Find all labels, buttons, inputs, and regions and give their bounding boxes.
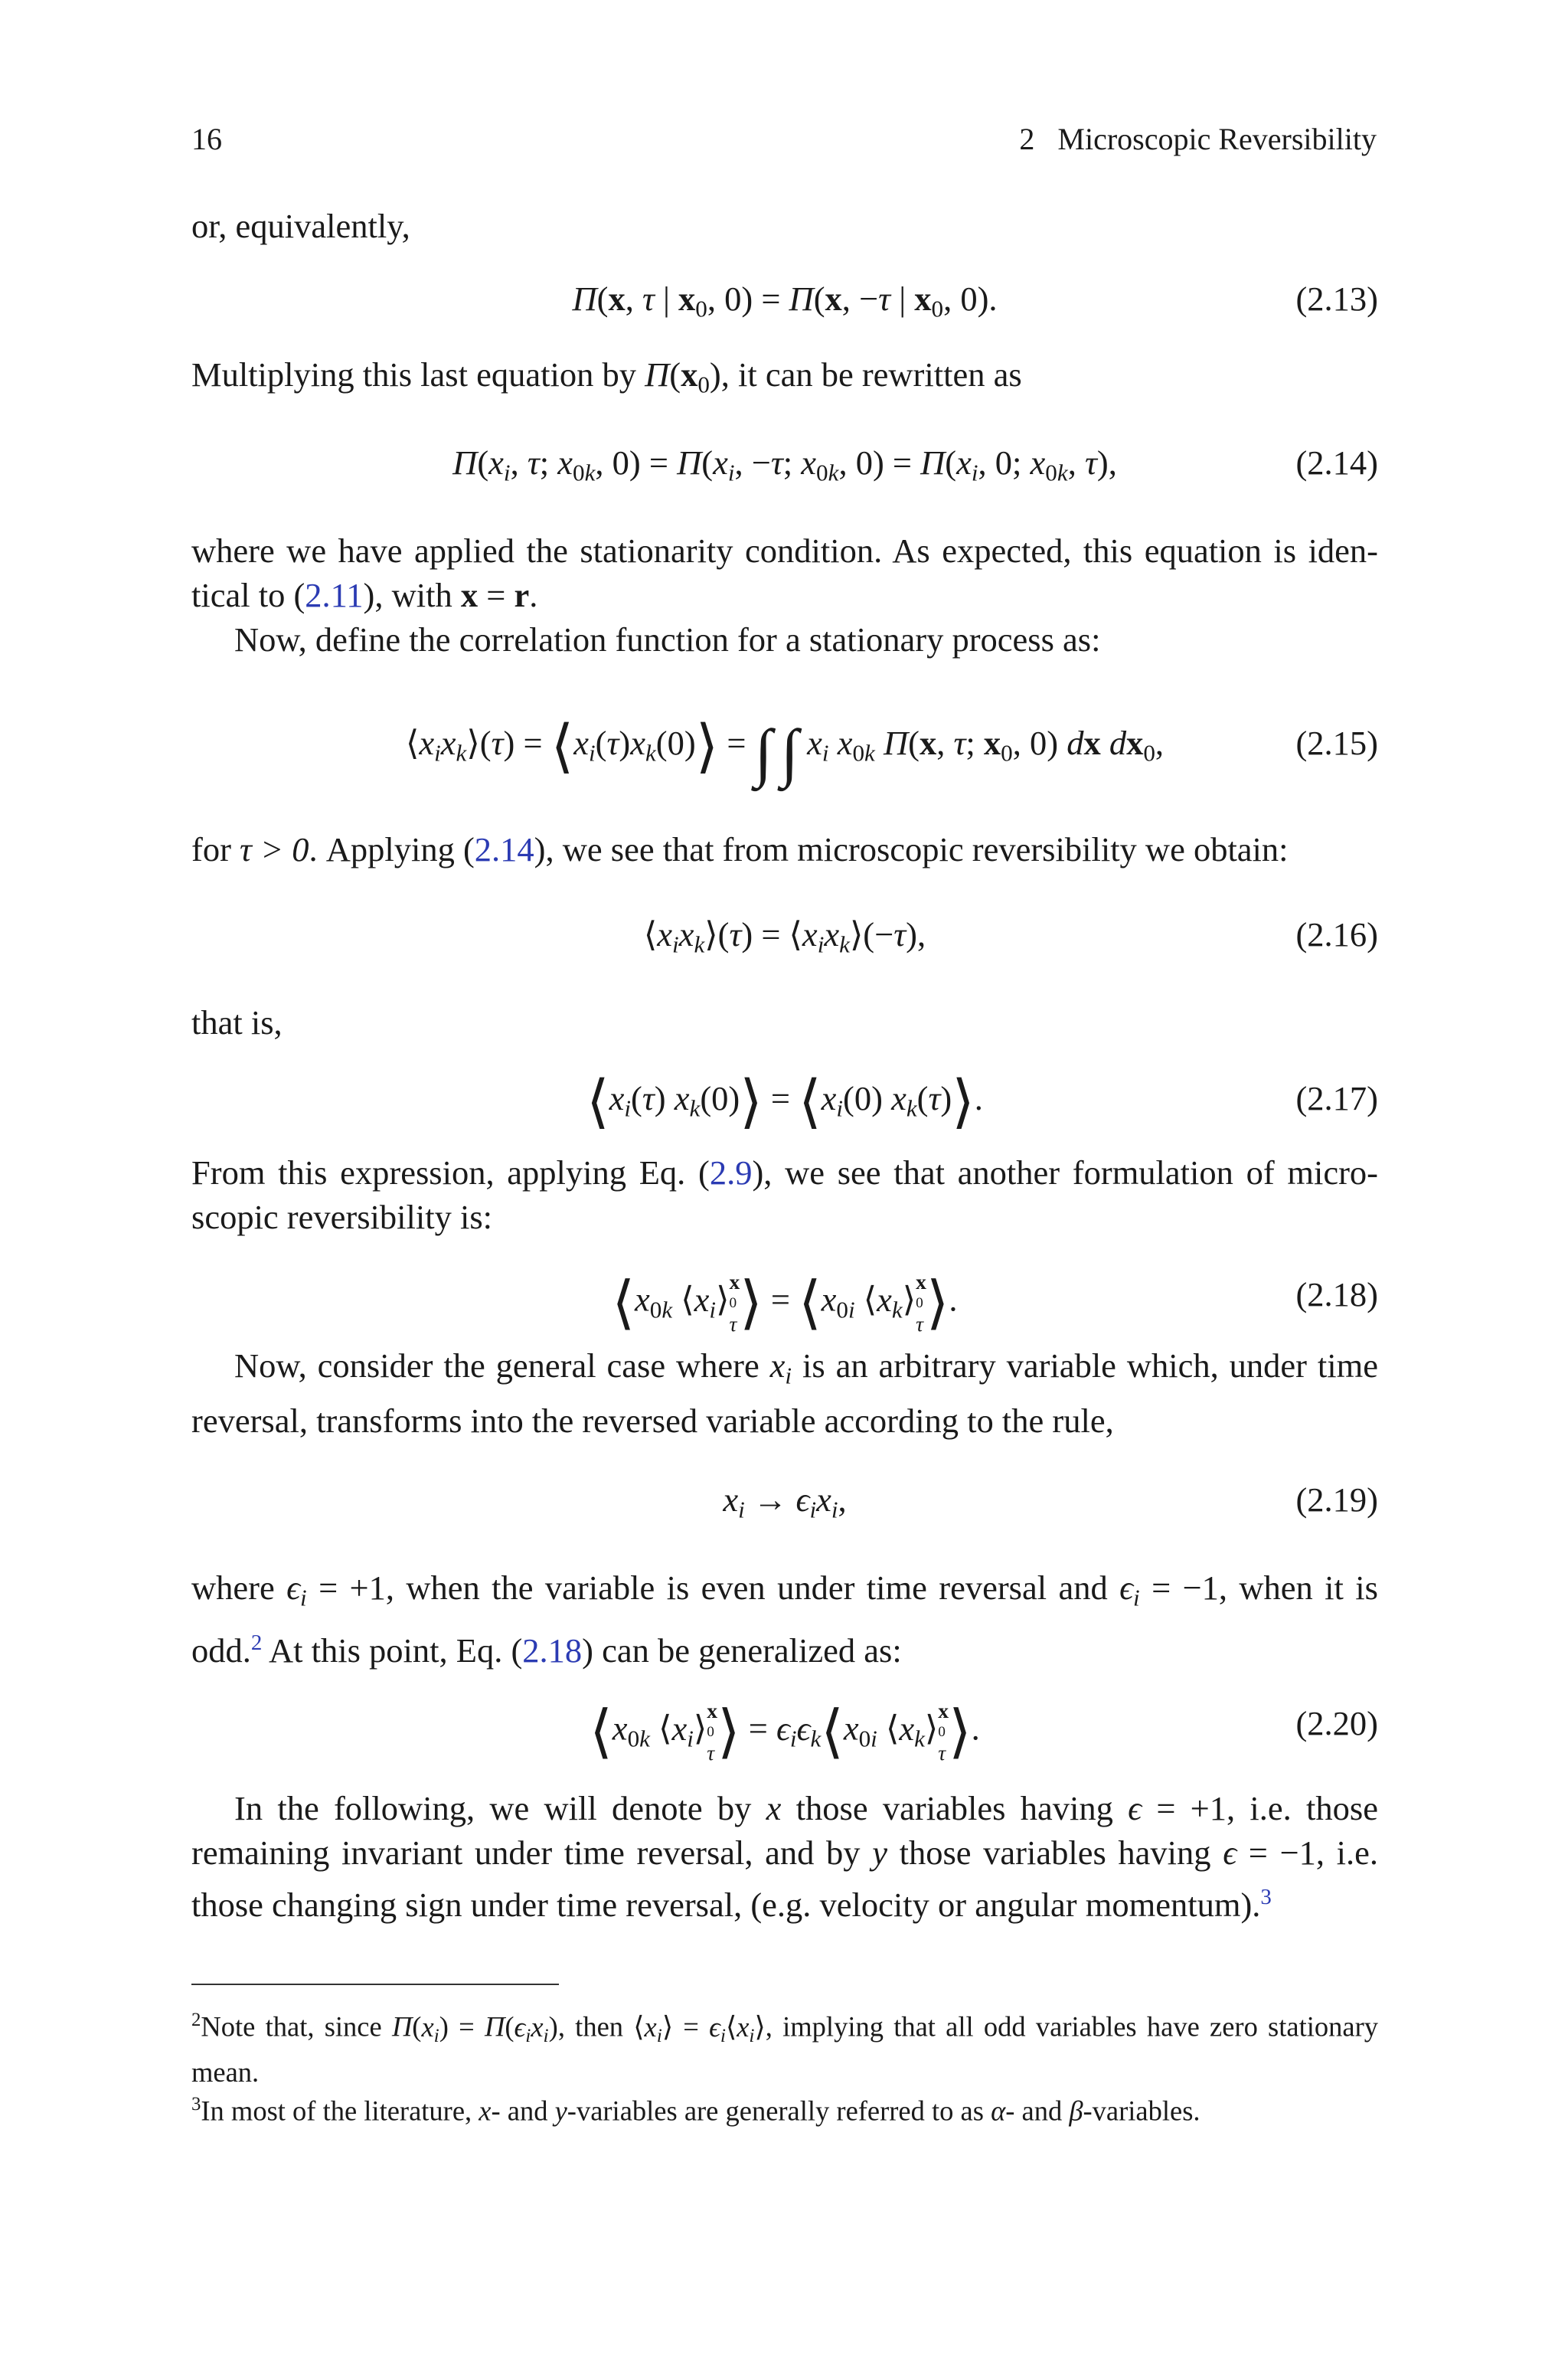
paragraph: for τ > 0. Applying (2.14), we see that from microscopic reversibility we obtain: [191,830,1289,868]
paragraph: where $\epsilon_i = +1$, when the variable is even under time reversal and $\epsilon_i = -1$, when it is odd.$^2$ At this point, Eq. (2.18) can be generalized as: [191,1568,1378,1670]
chapter-number: 2 [1019,122,1035,156]
footnote-divider [191,1984,559,1985]
paragraph: that is, [191,1003,283,1042]
equation-2-19 [191,1477,1378,1523]
equation-body: $\Pi(x_i$, τ; $x_{0k}$, $0) = \Pi(x_i$, −τ; $x_{0k}$, $0) = \Pi(x_i$, 0; $x_{0k}$, τ), [452,443,1117,486]
equation-number: (2.15) [1295,724,1378,762]
equation-body: $⟨x_i(\tau)$ $x_k(0)⟩$ = $⟨x_i(0)$ $x_k(\tau)⟩$. [586,1071,983,1135]
page-number: 16 [191,122,222,156]
equation-reference-link[interactable]: 2.11 [305,576,364,614]
equation-reference-link[interactable]: 2.18 [522,1631,583,1670]
paragraph: In the following, we will denote by x those variables having ϵ = +1, i.e. those remaining invariant under time reversal, and by y those variables having ϵ = −1, i.e. those changing sign under time reversal, (e.g. velocity or angular momentum).$^3$ [191,1789,1378,1924]
footnote-marker[interactable]: 2 [250,1630,263,1655]
equation-number: (2.20) [1295,1704,1378,1742]
equation-body: $⟨x_ix_k⟩(\tau)$ = $⟨x_ix_k⟩(-\tau)$, [643,915,926,958]
running-header [1019,121,1377,157]
equation-body: $⟨x_{0k}$ $⟨x_i⟩$ x 0 τ ⟩ = $\epsilon_i\epsilon_k⟨x_{0i}$ $⟨x_k⟩$ x 0 τ ⟩. [590,1699,980,1765]
equation-2-16 [191,911,1378,957]
equation-body: Π(x, τ | $x_0$, 0) = Π(x, −τ | $x_0$, 0). [572,280,998,322]
equation-number: (2.18) [1295,1275,1378,1313]
equation-2-15 [191,715,1378,789]
chapter-title: Microscopic Reversibility [1057,122,1377,156]
equation-number: (2.19) [1295,1480,1378,1519]
equation-2-18 [191,1270,1378,1336]
equation-reference-link[interactable]: 2.14 [474,830,534,868]
paragraph: Now, define the correlation function for a stationary process as: [234,620,1101,659]
equation-number: (2.14) [1295,443,1378,482]
equation-2-17 [191,1071,1378,1135]
equation-reference-link[interactable]: 2.9 [709,1153,753,1192]
paragraph: where we have applied the stationarity condition. As expected, this equation is iden-tical to (2.11), with x = r. [191,532,1378,614]
paragraph: or, equivalently, [191,207,410,245]
paragraph: Multiplying this last equation by $\Pi(x_0)$, it can be rewritten as [191,355,1022,398]
equation-number: (2.17) [1295,1079,1378,1117]
footnote-3: $^3$In most of the literature, x- and y-variables are generally referred to as α- and β-variables. [191,2094,1200,2127]
equation-body: $⟨x_{0k}$ $⟨x_i⟩$ x 0 τ ⟩ = $⟨x_{0i}$ $⟨x_k⟩$ x 0 τ ⟩. [612,1270,958,1336]
equation-2-13 [191,276,1378,322]
equation-2-14 [191,440,1378,486]
equation-body: $x_i \to \epsilon_ix_i$, [723,1480,847,1523]
footnote-2: $^2$Note that, since $\Pi(x_i) = \Pi(\epsilon_ix_i)$, then $⟨x_i⟩$ = $\epsilon_i⟨x_i⟩$, implying that all odd variables have zero stationary mean. [191,2010,1378,2088]
equation-body: $⟨x_ix_k⟩(\tau)$ = $⟨x_i(\tau)x_k(0)⟩$ = ∫ ∫ $x_i$ $x_{0k}$ Π(x, τ; $x_0$, 0) dx $dx_0$, [405,715,1165,789]
equation-number: (2.13) [1295,280,1378,318]
paragraph: From this expression, applying Eq. (2.9), we see that another formulation of micro-scopic reversibility is: [191,1153,1379,1236]
equation-number: (2.16) [1295,915,1378,953]
paragraph: Now, consider the general case where $x_i$ is an arbitrary variable which, under time reversal, transforms into the reversed variable according to the rule, [191,1346,1378,1440]
footnote-marker[interactable]: 3 [1260,1885,1272,1909]
equation-2-20 [191,1699,1378,1765]
